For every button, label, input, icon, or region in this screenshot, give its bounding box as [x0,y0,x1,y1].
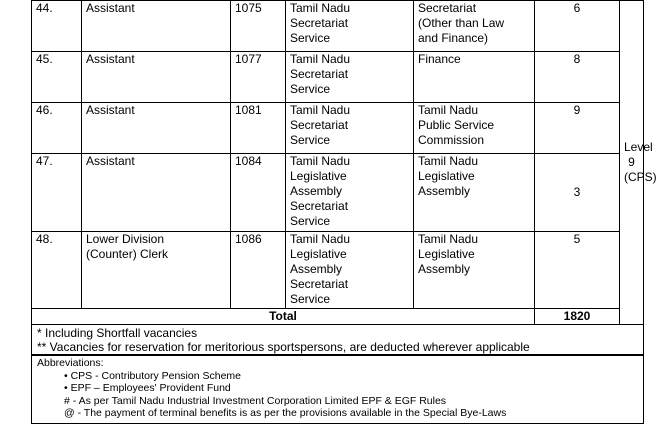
department-name: Tamil Nadu Legislative Assembly [414,154,535,232]
vacancy-count: 3 [535,154,620,232]
abbreviations-section [31,355,644,424]
abbreviation-note: @ - The payment of terminal benefits is as per the provisions available in the Special Bye-Laws [64,407,507,419]
abbreviation-item [32,370,643,383]
serial-number: 45. [32,52,82,103]
post-name: Lower Division (Counter) Clerk [82,232,231,309]
bullet-icon: • [64,382,71,394]
vacancy-count: 9 [535,103,620,154]
table-row [32,103,644,154]
post-code: 1077 [231,52,286,103]
department-name: Finance [414,52,535,103]
footnote-shortfall: * Including Shortfall vacancies [37,326,198,340]
service-name: Tamil Nadu Secretariat Service [286,52,414,103]
bullet-icon: • [64,369,71,382]
abbreviation-text: EPF – Employees' Provident Fund [70,382,231,394]
abbreviations-heading: Abbreviations: [37,357,104,369]
post-name: Assistant [82,103,231,154]
table-row [32,1,644,52]
vacancy-document [31,0,657,424]
vacancy-table [31,0,657,325]
table-row [32,52,644,103]
total-row [32,309,644,325]
service-name: Tamil Nadu Secretariat Service [286,103,414,154]
serial-number: 46. [32,103,82,154]
vacancy-count: 6 [535,1,620,52]
post-code: 1075 [231,1,286,52]
service-name: Tamil Nadu Legislative Assembly Secretariat Service [286,232,414,309]
post-name: Assistant [82,1,231,52]
abbreviation-item [32,382,643,395]
post-code: 1081 [231,103,286,154]
footnotes [31,325,644,355]
serial-number: 44. [32,1,82,52]
department-name: Secretariat (Other than Law and Finance) [414,1,535,52]
total-value: 1820 [535,309,620,325]
service-name: Tamil Nadu Secretariat Service [286,1,414,52]
pay-level: Level 9 (CPS) [620,1,644,325]
serial-number: 48. [32,232,82,309]
serial-number: 47. [32,154,82,232]
post-name: Assistant [82,52,231,103]
table-row [32,154,644,232]
vacancy-count: 8 [535,52,620,103]
post-name: Assistant [82,154,231,232]
table-row [32,232,644,309]
vacancy-count: 5 [535,232,620,309]
footnote-sportspersons: ** Vacancies for reservation for meritorious sportspersons, are deducted wherever applicable [37,340,530,354]
post-code: 1086 [231,232,286,309]
department-name: Tamil Nadu Public Service Commission [414,103,535,154]
total-label: Total [32,309,535,325]
service-name: Tamil Nadu Legislative Assembly Secretariat Service [286,154,414,232]
abbreviation-note: # - As per Tamil Nadu Industrial Investment Corporation Limited EPF & EGF Rules [64,394,447,407]
post-code: 1084 [231,154,286,232]
abbreviation-text: CPS - Contributory Pension Scheme [70,369,242,382]
department-name: Tamil Nadu Legislative Assembly [414,232,535,309]
